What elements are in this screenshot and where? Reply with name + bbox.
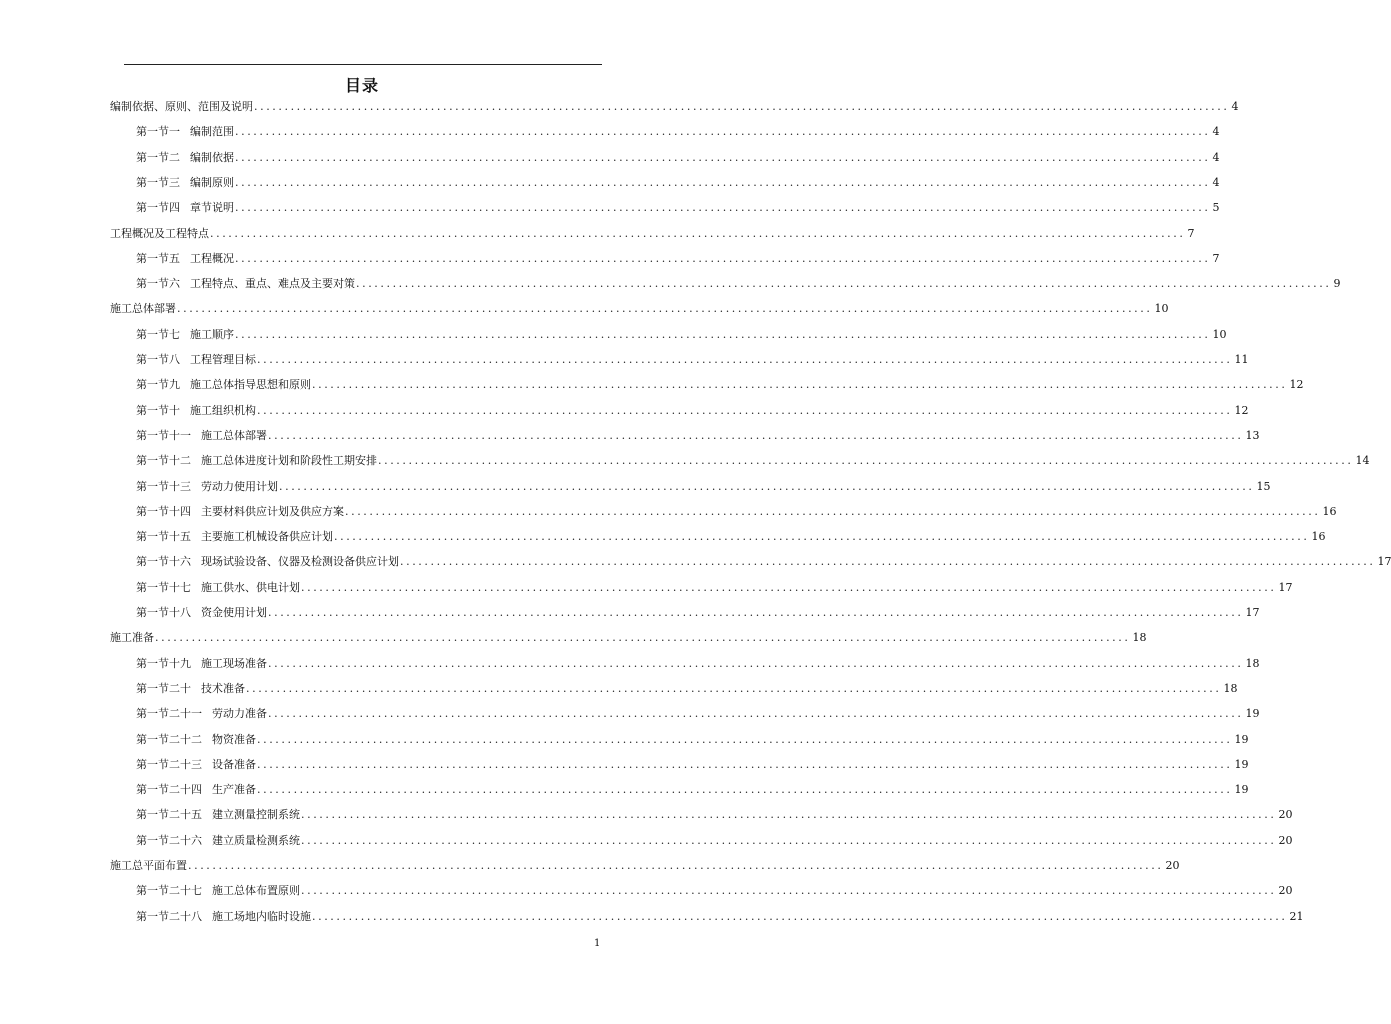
toc-page-number: 16 bbox=[1322, 504, 1337, 518]
toc-entry[interactable] bbox=[136, 119, 1220, 139]
dot-leader: ................................................................................................................................................................ bbox=[279, 479, 1255, 493]
toc-section-number: 第一节二 bbox=[136, 150, 180, 164]
dot-leader: ................................................................................................................................................................ bbox=[257, 783, 1233, 797]
toc-section-title: 编制依据、原则、范围及说明 bbox=[110, 100, 253, 113]
toc-entry[interactable] bbox=[136, 549, 1391, 569]
toc-entry[interactable] bbox=[136, 524, 1326, 544]
toc-entry-label bbox=[136, 530, 334, 544]
dot-leader: ................................................................................................................................................................ bbox=[301, 884, 1277, 898]
toc-entry[interactable] bbox=[136, 904, 1304, 924]
toc-entry-label bbox=[110, 631, 155, 645]
toc-entry-label bbox=[136, 454, 378, 468]
toc-page-number: 16 bbox=[1311, 530, 1326, 544]
toc-section-number: 第一节八 bbox=[136, 353, 180, 366]
toc-section-number: 第一节十六 bbox=[136, 555, 191, 569]
dot-leader: ................................................................................................................................................................ bbox=[312, 378, 1288, 392]
toc-section-title: 章节说明 bbox=[190, 201, 234, 215]
toc-section-title: 建立测量控制系统 bbox=[212, 808, 300, 822]
toc-page-number: 5 bbox=[1212, 201, 1220, 215]
toc-page-number: 4 bbox=[1212, 125, 1220, 139]
dot-leader: ................................................................................................................................................................ bbox=[301, 833, 1277, 847]
dot-leader: ................................................................................................................................................................ bbox=[235, 251, 1211, 265]
toc-entry-label bbox=[110, 859, 188, 873]
toc-entry-label bbox=[136, 277, 356, 291]
dot-leader: ................................................................................................................................................................ bbox=[301, 808, 1277, 822]
dot-leader: ................................................................................................................................................................ bbox=[235, 125, 1211, 139]
toc-entry-label bbox=[136, 505, 345, 519]
toc-section-title: 施工总平面布置 bbox=[110, 859, 187, 872]
dot-leader: ................................................................................................................................................................ bbox=[257, 732, 1233, 746]
toc-section-title: 建立质量检测系统 bbox=[212, 833, 300, 847]
toc-section-title: 劳动力使用计划 bbox=[201, 479, 278, 493]
toc-page-number: 15 bbox=[1256, 479, 1271, 493]
toc-section-title: 物资准备 bbox=[212, 732, 256, 746]
dot-leader: ................................................................................................................................................................ bbox=[235, 201, 1211, 215]
toc-section-title: 现场试验设备、仪器及检测设备供应计划 bbox=[201, 555, 399, 569]
header-rule bbox=[124, 64, 602, 65]
dot-leader: ................................................................................................................................................................ bbox=[400, 555, 1376, 569]
toc-section-number: 第一节二十六 bbox=[136, 833, 202, 847]
toc-page-number: 13 bbox=[1245, 428, 1260, 442]
toc-section-number: 第一节十七 bbox=[136, 580, 191, 594]
toc-page-number: 4 bbox=[1212, 175, 1220, 189]
toc-entry[interactable] bbox=[136, 575, 1293, 595]
toc-entry[interactable] bbox=[110, 94, 1239, 114]
toc-entry[interactable] bbox=[136, 423, 1260, 443]
toc-entry-label bbox=[136, 328, 235, 342]
toc-entry-label bbox=[136, 429, 268, 443]
toc-entry-label bbox=[136, 555, 400, 569]
toc-section-title: 编制依据 bbox=[190, 150, 234, 164]
toc-page-number: 4 bbox=[1212, 150, 1220, 164]
toc-entry[interactable] bbox=[110, 221, 1195, 241]
toc-entry[interactable] bbox=[110, 296, 1169, 316]
dot-leader: ................................................................................................................................................................ bbox=[177, 302, 1153, 316]
dot-leader: ................................................................................................................................................................ bbox=[254, 100, 1230, 113]
toc-entry[interactable] bbox=[136, 271, 1341, 291]
toc-entry[interactable] bbox=[136, 322, 1227, 342]
toc-section-title: 编制范围 bbox=[190, 125, 234, 139]
toc-section-number: 第一节十四 bbox=[136, 504, 191, 518]
toc-entry[interactable] bbox=[136, 802, 1293, 822]
dot-leader: ................................................................................................................................................................ bbox=[268, 428, 1244, 442]
toc-entry-label bbox=[136, 353, 257, 367]
toc-entry[interactable] bbox=[136, 347, 1249, 367]
toc-entry[interactable] bbox=[136, 777, 1249, 797]
toc-section-title: 工程特点、重点、难点及主要对策 bbox=[190, 277, 355, 291]
toc-page-number: 19 bbox=[1234, 757, 1249, 771]
toc-entry[interactable] bbox=[136, 398, 1249, 418]
toc-page-number: 18 bbox=[1245, 656, 1260, 670]
toc-section-number: 第一节十八 bbox=[136, 606, 191, 619]
toc-entry[interactable] bbox=[136, 600, 1260, 620]
toc-page-number: 12 bbox=[1234, 403, 1249, 417]
toc-section-number: 第一节十三 bbox=[136, 479, 191, 493]
toc-entry-label bbox=[136, 378, 312, 392]
toc-page-number: 9 bbox=[1333, 277, 1341, 291]
toc-section-number: 第一节二十二 bbox=[136, 732, 202, 746]
toc-page-number: 17 bbox=[1278, 580, 1293, 594]
toc-section-number: 第一节二十七 bbox=[136, 884, 202, 898]
toc-page-number: 12 bbox=[1289, 378, 1304, 392]
toc-section-title: 施工现场准备 bbox=[201, 656, 267, 670]
toc-page-number: 21 bbox=[1289, 909, 1304, 923]
toc-section-number: 第一节九 bbox=[136, 378, 180, 392]
toc-page-number: 7 bbox=[1212, 251, 1220, 265]
dot-leader: ................................................................................................................................................................ bbox=[356, 277, 1332, 291]
toc-entry-label bbox=[136, 252, 235, 266]
toc-page-number: 19 bbox=[1234, 783, 1249, 797]
toc-section-title: 施工场地内临时设施 bbox=[212, 909, 311, 923]
toc-entry-label bbox=[136, 404, 257, 418]
toc-section-title: 工程概况 bbox=[190, 251, 234, 265]
toc-section-title: 劳动力准备 bbox=[212, 707, 267, 721]
toc-page-number: 19 bbox=[1234, 732, 1249, 746]
toc-section-number: 第一节十二 bbox=[136, 454, 191, 468]
toc-entry[interactable] bbox=[136, 246, 1220, 266]
toc-entry[interactable] bbox=[136, 752, 1249, 772]
toc-section-title: 施工总体布置原则 bbox=[212, 884, 300, 898]
toc-section-number: 第一节六 bbox=[136, 277, 180, 291]
toc-entry-label bbox=[110, 302, 177, 316]
toc-entry-label bbox=[136, 176, 235, 190]
toc-section-title: 施工供水、供电计划 bbox=[201, 580, 300, 594]
dot-leader: ................................................................................................................................................................ bbox=[235, 150, 1211, 164]
toc-section-title: 施工总体指导思想和原则 bbox=[190, 378, 311, 392]
toc-entry[interactable] bbox=[136, 170, 1220, 190]
toc-section-number: 第一节五 bbox=[136, 251, 180, 265]
toc-entry[interactable] bbox=[110, 625, 1147, 645]
toc-entry-label bbox=[136, 125, 235, 139]
toc-entry-label bbox=[136, 606, 268, 620]
toc-section-title: 施工总体进度计划和阶段性工期安排 bbox=[201, 454, 377, 468]
toc-entry[interactable] bbox=[136, 448, 1370, 468]
toc-entry[interactable] bbox=[136, 727, 1249, 747]
toc-section-number: 第一节二十 bbox=[136, 681, 191, 695]
dot-leader: ................................................................................................................................................................ bbox=[268, 707, 1244, 721]
toc-entry[interactable] bbox=[136, 701, 1260, 721]
toc-section-number: 第一节十 bbox=[136, 403, 180, 417]
toc-entry-label bbox=[136, 910, 312, 924]
toc-section-title: 施工总体部署 bbox=[110, 302, 176, 316]
toc-entry-label bbox=[136, 581, 301, 595]
toc-section-title: 工程概况及工程特点 bbox=[110, 226, 209, 240]
toc-page-number: 4 bbox=[1231, 100, 1239, 113]
toc-entry[interactable] bbox=[136, 499, 1337, 519]
toc-section-number: 第一节二十八 bbox=[136, 909, 202, 923]
toc-entry[interactable] bbox=[136, 828, 1293, 848]
toc-entry-label bbox=[136, 808, 301, 822]
toc-entry[interactable] bbox=[136, 372, 1304, 392]
dot-leader: ................................................................................................................................................................ bbox=[334, 530, 1310, 544]
dot-leader: ................................................................................................................................................................ bbox=[268, 606, 1244, 619]
dot-leader: ................................................................................................................................................................ bbox=[246, 681, 1222, 695]
dot-leader: ................................................................................................................................................................ bbox=[210, 226, 1186, 240]
dot-leader: ................................................................................................................................................................ bbox=[257, 403, 1233, 417]
toc-section-number: 第一节二十四 bbox=[136, 783, 202, 797]
dot-leader: ................................................................................................................................................................ bbox=[235, 175, 1211, 189]
toc-page-number: 20 bbox=[1278, 833, 1293, 847]
dot-leader: ................................................................................................................................................................ bbox=[345, 504, 1321, 518]
toc-section-number: 第一节十五 bbox=[136, 530, 191, 544]
dot-leader: ................................................................................................................................................................ bbox=[301, 580, 1277, 594]
dot-leader: ................................................................................................................................................................ bbox=[235, 327, 1211, 341]
toc-section-title: 施工准备 bbox=[110, 631, 154, 645]
toc-section-number: 第一节二十一 bbox=[136, 707, 202, 721]
toc-section-number: 第一节二十三 bbox=[136, 757, 202, 771]
dot-leader: ................................................................................................................................................................ bbox=[257, 353, 1233, 366]
toc-page-number: 10 bbox=[1154, 302, 1169, 316]
toc-entry-label bbox=[136, 657, 268, 671]
dot-leader: ................................................................................................................................................................ bbox=[188, 859, 1164, 872]
toc-entry[interactable] bbox=[136, 651, 1260, 671]
toc-section-number: 第一节四 bbox=[136, 201, 180, 215]
toc-page-number: 7 bbox=[1187, 226, 1195, 240]
toc-entry[interactable] bbox=[136, 474, 1271, 494]
toc-page-number: 20 bbox=[1278, 808, 1293, 822]
dot-leader: ................................................................................................................................................................ bbox=[312, 909, 1288, 923]
page-number: 1 bbox=[594, 938, 601, 949]
toc-section-title: 生产准备 bbox=[212, 783, 256, 797]
toc-section-title: 主要施工机械设备供应计划 bbox=[201, 530, 333, 544]
toc-entry-label bbox=[110, 100, 254, 114]
toc-section-title: 设备准备 bbox=[212, 757, 256, 771]
toc-page-number: 14 bbox=[1355, 454, 1370, 468]
toc-entry-label bbox=[136, 201, 235, 215]
toc-page-number: 18 bbox=[1223, 681, 1238, 695]
toc-page-number: 10 bbox=[1212, 327, 1227, 341]
toc-section-number: 第一节十一 bbox=[136, 428, 191, 442]
toc-section-title: 施工组织机构 bbox=[190, 403, 256, 417]
toc-page-number: 18 bbox=[1132, 631, 1147, 645]
toc-entry[interactable] bbox=[136, 195, 1220, 215]
dot-leader: ................................................................................................................................................................ bbox=[155, 631, 1131, 645]
toc-entry-label bbox=[136, 834, 301, 848]
toc-section-title: 资金使用计划 bbox=[201, 606, 267, 619]
toc-page-number: 20 bbox=[1165, 859, 1180, 872]
toc-entry-label bbox=[136, 151, 235, 165]
toc-entry-label bbox=[136, 758, 257, 772]
toc-section-title: 编制原则 bbox=[190, 175, 234, 189]
toc-page-number: 20 bbox=[1278, 884, 1293, 898]
toc-section-title: 施工总体部署 bbox=[201, 428, 267, 442]
toc-entry-label bbox=[136, 480, 279, 494]
toc-entry[interactable] bbox=[136, 676, 1238, 696]
toc-section-number: 第一节三 bbox=[136, 175, 180, 189]
toc-entry[interactable] bbox=[110, 853, 1180, 873]
toc-entry-label bbox=[136, 682, 246, 696]
toc-section-number: 第一节一 bbox=[136, 125, 180, 139]
toc-section-title: 施工顺序 bbox=[190, 327, 234, 341]
toc-entry-label bbox=[136, 783, 257, 797]
toc-entry-label bbox=[136, 707, 268, 721]
toc-entry-label bbox=[136, 733, 257, 747]
toc-section-title: 主要材料供应计划及供应方案 bbox=[201, 504, 344, 518]
toc-section-title: 技术准备 bbox=[201, 681, 245, 695]
dot-leader: ................................................................................................................................................................ bbox=[257, 757, 1233, 771]
toc-entry[interactable] bbox=[136, 145, 1220, 165]
toc-section-number: 第一节二十五 bbox=[136, 808, 202, 822]
toc-entry-label bbox=[136, 884, 301, 898]
dot-leader: ................................................................................................................................................................ bbox=[268, 656, 1244, 670]
toc-page-number: 19 bbox=[1245, 707, 1260, 721]
toc-page-number: 17 bbox=[1377, 555, 1391, 569]
toc-section-number: 第一节十九 bbox=[136, 656, 191, 670]
toc-entry-label bbox=[110, 227, 210, 241]
toc-title: 目录 bbox=[344, 76, 379, 95]
toc-section-title: 工程管理目标 bbox=[190, 353, 256, 366]
toc-page-number: 11 bbox=[1234, 353, 1249, 366]
toc-page-number: 17 bbox=[1245, 606, 1260, 619]
toc-section-number: 第一节七 bbox=[136, 327, 180, 341]
toc-entry[interactable] bbox=[136, 878, 1293, 898]
dot-leader: ................................................................................................................................................................ bbox=[378, 454, 1354, 468]
